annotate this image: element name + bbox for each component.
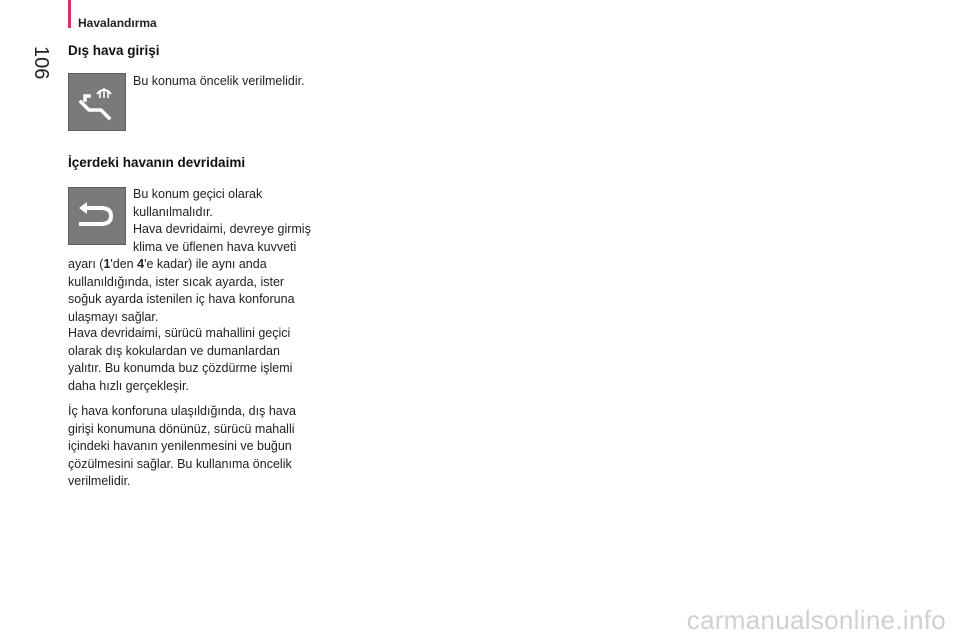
section-accent-bar [68, 0, 71, 28]
text-line: soğuk ayarda istenilen iç hava konforuna [68, 292, 295, 306]
recirculation-paragraph-2 [68, 325, 338, 395]
text-line: daha hızlı gerçekleşir. [68, 378, 189, 393]
recirculation-heading: İçerdeki havanın devridaimi [68, 155, 246, 170]
text-line: Bu konum geçici olarak [133, 187, 263, 201]
text-line: çözülmesini sağlar. Bu kullanıma öncelik [68, 456, 292, 471]
text-line: olarak dış kokulardan ve dumanlardan [68, 343, 280, 358]
text-line [68, 256, 338, 274]
text-line: verilmelidir. [68, 474, 131, 488]
air-recirculation-icon [68, 187, 126, 245]
recirculation-body-text [68, 256, 338, 326]
outside-air-intake-icon [68, 73, 126, 131]
watermark: carmanualsonline.info [686, 605, 946, 635]
recirculation-paragraph-3 [68, 403, 338, 491]
text-line: kullanılmalıdır. [133, 204, 213, 219]
page-number: 106 [30, 46, 52, 80]
text-line: Hava devridaimi, sürücü mahallini geçici [68, 326, 291, 340]
outside-air-heading: Dış hava girişi [68, 43, 160, 58]
setting-4: 4 [137, 257, 145, 271]
text-line: İç hava konforuna ulaşıldığında, dış hava [68, 404, 296, 418]
setting-1: 1 [103, 257, 111, 271]
section-label: Havalandırma [78, 16, 157, 30]
text-line: ulaşmayı sağlar. [68, 309, 159, 324]
text-fragment: ayarı ( [68, 257, 104, 271]
text-line: yalıtır. Bu konumda buz çözdürme işlemi [68, 361, 293, 375]
text-line: Hava devridaimi, devreye girmiş [133, 222, 311, 236]
text-line: kullanıldığında, ister sıcak ayarda, ister [68, 274, 285, 289]
recirculation-side-text [133, 186, 338, 256]
text-line: girişi konumuna dönünüz, sürücü mahalli [68, 421, 295, 436]
text-line: klima ve üflenen hava kuvveti [133, 239, 297, 254]
text-line: içindeki havanın yenilenmesini ve buğun [68, 439, 292, 453]
outside-air-text: Bu konuma öncelik verilmelidir. [133, 74, 305, 88]
text-fragment: 'den [110, 257, 138, 271]
text-fragment: 'e kadar) ile aynı anda [144, 257, 267, 271]
